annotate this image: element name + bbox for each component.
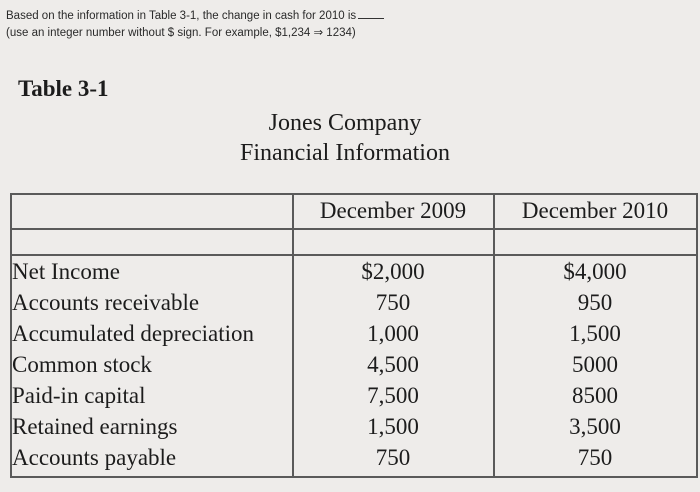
value-dec2009: 750 <box>375 290 411 315</box>
value-dec2010: 8500 <box>572 383 618 408</box>
table-label: Table 3-1 <box>18 76 109 101</box>
row-label: Accumulated depreciation <box>12 321 255 346</box>
table-right-border <box>696 193 698 478</box>
value-dec2010: 1,500 <box>569 321 621 346</box>
value-dec2009: $2,000 <box>361 259 425 284</box>
company-name: Jones Company <box>268 110 422 136</box>
question-text <box>6 8 384 42</box>
column-header-dec2009: December 2009 <box>319 198 467 223</box>
value-dec2010: 5000 <box>572 352 618 377</box>
header-bottom-border <box>10 228 698 230</box>
value-dec2009: 1,000 <box>367 321 419 346</box>
value-dec2009: 750 <box>375 445 411 470</box>
row-label: Accounts receivable <box>12 290 200 315</box>
table-top-border <box>10 193 698 195</box>
row-label: Paid-in capital <box>12 383 146 408</box>
row-label: Accounts payable <box>12 445 177 470</box>
question-line-1 <box>6 8 384 25</box>
value-dec2009: 1,500 <box>367 414 419 439</box>
row-label: Net Income <box>12 259 120 284</box>
column-header-dec2010: December 2010 <box>521 198 669 223</box>
value-dec2010: $4,000 <box>563 259 627 284</box>
row-label: Retained earnings <box>12 414 178 439</box>
answer-blank[interactable] <box>358 18 384 19</box>
value-dec2010: 3,500 <box>569 414 621 439</box>
question-line-2: (use an integer number without $ sign. For example, $1,234 ⇒ 1234) <box>6 27 356 39</box>
question-prompt: Based on the information in Table 3-1, the change in cash for 2010 is <box>6 10 357 22</box>
value-dec2009: 4,500 <box>367 352 419 377</box>
value-dec2010: 950 <box>577 290 613 315</box>
row-label: Common stock <box>12 352 152 377</box>
value-dec2009: 7,500 <box>367 383 419 408</box>
value-dec2010: 750 <box>577 445 613 470</box>
company-subtitle: Financial Information <box>240 140 450 166</box>
table-bottom-border <box>10 476 698 478</box>
